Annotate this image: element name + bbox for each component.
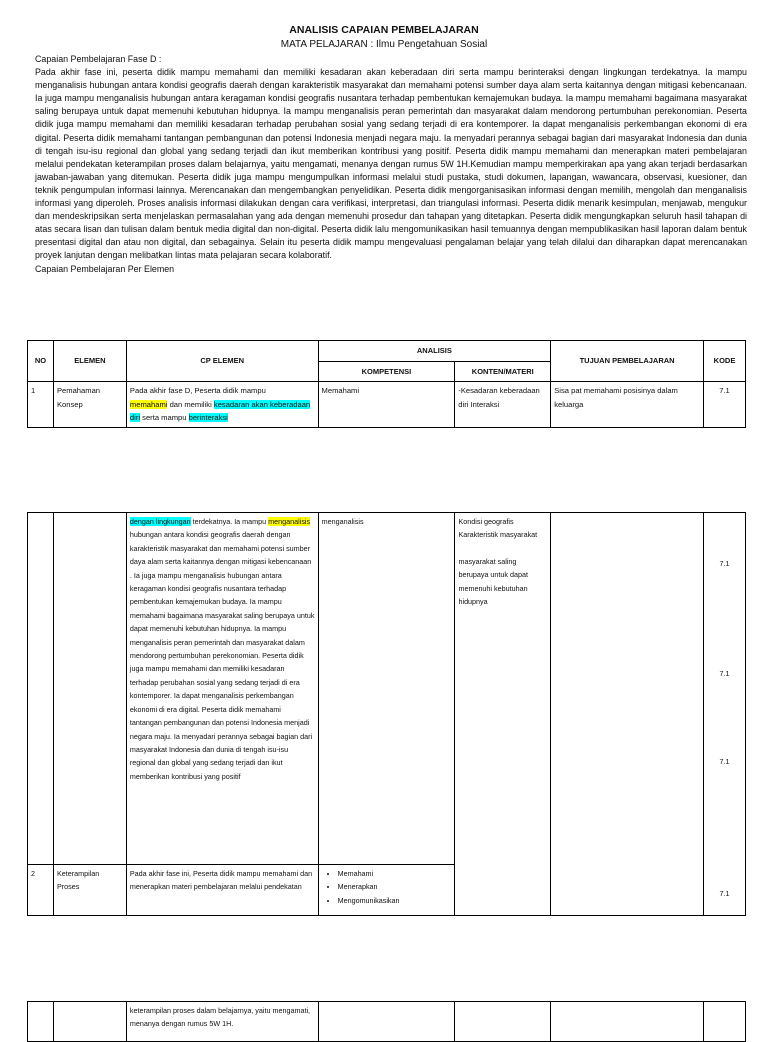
row-cp-elemen: Pada akhir fase ini, Peserta didik mampu memahami dan menerapkan materi pembelajaran melalui pendekatan	[126, 865, 318, 916]
row-kode: 7.1	[703, 382, 745, 428]
highlight-yellow: menganalisis	[268, 517, 311, 526]
highlight-cyan: kesadaran akan keberadaan diri	[129, 399, 311, 423]
highlight-cyan: dengan lingkungan	[129, 517, 191, 526]
row-kode: 7.1 7.1 7.1 7.1	[704, 513, 746, 916]
intro-section	[35, 53, 747, 276]
row-tujuan	[551, 513, 704, 916]
row-konten: Kondisi geografis Karakteristik masyarakat masyarakat saling berupaya untuk dapat memenuhi kebutuhan hidupnya	[455, 513, 551, 916]
highlight-yellow: memahami	[129, 399, 168, 409]
list-item: • Mengomunikasikan	[338, 894, 452, 907]
table-row	[28, 513, 746, 865]
header-elemen: ELEMEN	[53, 341, 126, 382]
header-cp-elemen: CP ELEMEN	[126, 341, 318, 382]
row-elemen: Keterampilan Proses	[53, 865, 126, 916]
row-cp-elemen: Pada akhir fase D, Peserta didik mampu memahami dan memiliki kesadaran akan keberadaan diri serta mampu berinteraksi	[126, 382, 318, 428]
list-item: • Memahami	[338, 867, 452, 880]
kompetensi-list	[322, 867, 452, 907]
header-analisis: ANALISIS	[318, 341, 551, 362]
highlight-cyan: berinteraksi	[188, 413, 228, 423]
cp-table-part-3	[27, 1001, 746, 1042]
row-konten: -Kesadaran keberadaan diri Interaksi	[455, 382, 551, 428]
row-kompetensi: menganalisis	[318, 513, 455, 865]
row-number: 2	[28, 865, 54, 916]
row-number: 1	[28, 382, 54, 428]
document-title: ANALISIS CAPAIAN PEMBELAJARAN	[289, 24, 479, 36]
cp-table-part-1	[27, 340, 746, 428]
header-no: NO	[28, 341, 54, 382]
row-kompetensi: Memahami	[318, 382, 455, 428]
row-cp-elemen: dengan lingkungan terdekatnya. Ia mampu menganalisis hubungan antara kondisi geografis daerah dengan karakteristik masyarakat dan memahami potensi sumber daya alam serta kaitannya dengan mitigasi kebencanaan . Ia juga mampu menganalisis hubungan antara keragaman kondisi geografis nusantara terhadap pembentukan kemajemukan budaya. Ia mampu memahami bagaimana masyarakat saling berupaya untuk dapat memenuhi kebutuhan hidupnya. Ia mampu menganalisis peran pemerintah dan masyarakat dalam mendorong pertumbuhan perekonomian. Peserta didik juga mampu memahami dan memiliki kesadaran terhadap perubahan sosial yang sedang terjadi di era kontemporer. Ia dapat menganalisis perkembangan ekonomi di era digital. Peserta didik memahami tantangan pembangunan dan potensi Indonesia menjadi negara maju. Ia menyadari perannya sebagai bagian dari masyarakat Indonesia dan dunia di tengah isu-isu regional dan global yang sedang terjadi dan ikut memberikan kontribusi yang positif	[126, 513, 318, 865]
table-row	[28, 382, 746, 428]
list-item: • Menerapkan	[338, 880, 452, 893]
header-kompetensi: KOMPETENSI	[318, 362, 455, 382]
row-kompetensi	[318, 865, 455, 916]
header-tujuan: TUJUAN PEMBELAJARAN	[551, 341, 704, 382]
header-kode: KODE	[703, 341, 745, 382]
row-elemen: Pemahaman Konsep	[53, 382, 126, 428]
intro-paragraph: Pada akhir fase ini, peserta didik mampu memahami dan memiliki kesadaran akan keberadaan diri serta mampu berinteraksi dengan lingkungan terdekatnya. Ia mampu menganalisis hubungan antara kondisi geografis daerah dengan karakteristik masyarakat dan memahami potensi sumber daya alam serta kaitannya dengan mitigasi kebencanaan. Ia juga mampu menganalisis hubungan antara keragaman kondisi geografis nusantara terhadap pembentukan kemajemukan budaya. Ia mampu memahami bagaimana masyarakat saling berupaya untuk dapat memenuhi kebutuhan hidupnya. Ia mampu menganalisis peran pemerintah dan masyarakat dalam mendorong pertumbuhan perekonomian. Peserta didik juga mampu memahami dan memiliki kesadaran terhadap perubahan sosial yang sedang terjadi di era kontemporer. Ia dapat menganalisis perkembangan ekonomi di era digital. Peserta didik memahami tantangan pembangunan dan potensi Indonesia menjadi negara maju. Ia menyadari perannya sebagai bagian dari masyarakat Indonesia dan dunia di tengah isu-isu regional dan global yang sedang terjadi dan ikut memberikan kontribusi yang positif. Peserta didik mampu memahami dan menerapkan materi pembelajaran melalui pendekatan keterampilan proses dalam belajarnya, yaitu mengamati, menanya dengan rumus 5W 1H.Kemudian mampu memperkirakan apa yang akan terjadi berdasarkan jawaban-jawaban yang ditemukan. Peserta didik juga mampu mengumpulkan informasi melalui studi pustaka, studi dokumen, lapangan, wawancara, observasi, kuesioner, dan teknik pengumpulan informasi lainnya. Merencanakan dan mengembangkan penyelidikan. Peserta didik mengorganisasikan informasi dengan memilih, mengolah dan menganalisis informasi yang diperoleh. Proses analisis informasi dilakukan dengan cara verifikasi, interpretasi, dan triangulasi informasi. Peserta didik menarik kesimpulan, menjawab, mengukur dan mendeskripsikan serta menjelaskan permasalahan yang ada dengan memenuhi prosedur dan tahapan yang ditetapkan. Peserta didik mengungkapkan seluruh hasil tahapan di atas secara lisan dan tulisan dalam bentuk media digital dan non-digital. Peserta didik lalu mengomunikasikan hasil temuannya dengan mempublikasikan hasil laporan dalam bentuk presentasi digital dan atau non digital, dan sebagainya. Selain itu peserta didik mampu mengevaluasi pengalaman belajar yang telah dilalui dan diharapkan dapat merencanakan proyek lanjutan dengan melibatkan lintas mata pelajaran secara kolaboratif.	[35, 67, 747, 261]
row-cp-elemen: keterampilan proses dalam belajarnya, yaitu mengamati, menanya dengan rumus 5W 1H.	[126, 1002, 318, 1042]
table-row	[28, 1002, 746, 1042]
row-tujuan: Sisa pat memahami posisinya dalam keluarga	[551, 382, 704, 428]
intro-subheading: Capaian Pembelajaran Per Elemen	[35, 263, 175, 274]
cp-table-part-2	[27, 512, 746, 916]
document-subtitle: MATA PELAJARAN : Ilmu Pengetahuan Sosial	[280, 39, 488, 50]
header-konten: KONTEN/MATERI	[455, 362, 551, 382]
intro-heading: Capaian Pembelajaran Fase D :	[35, 54, 162, 64]
